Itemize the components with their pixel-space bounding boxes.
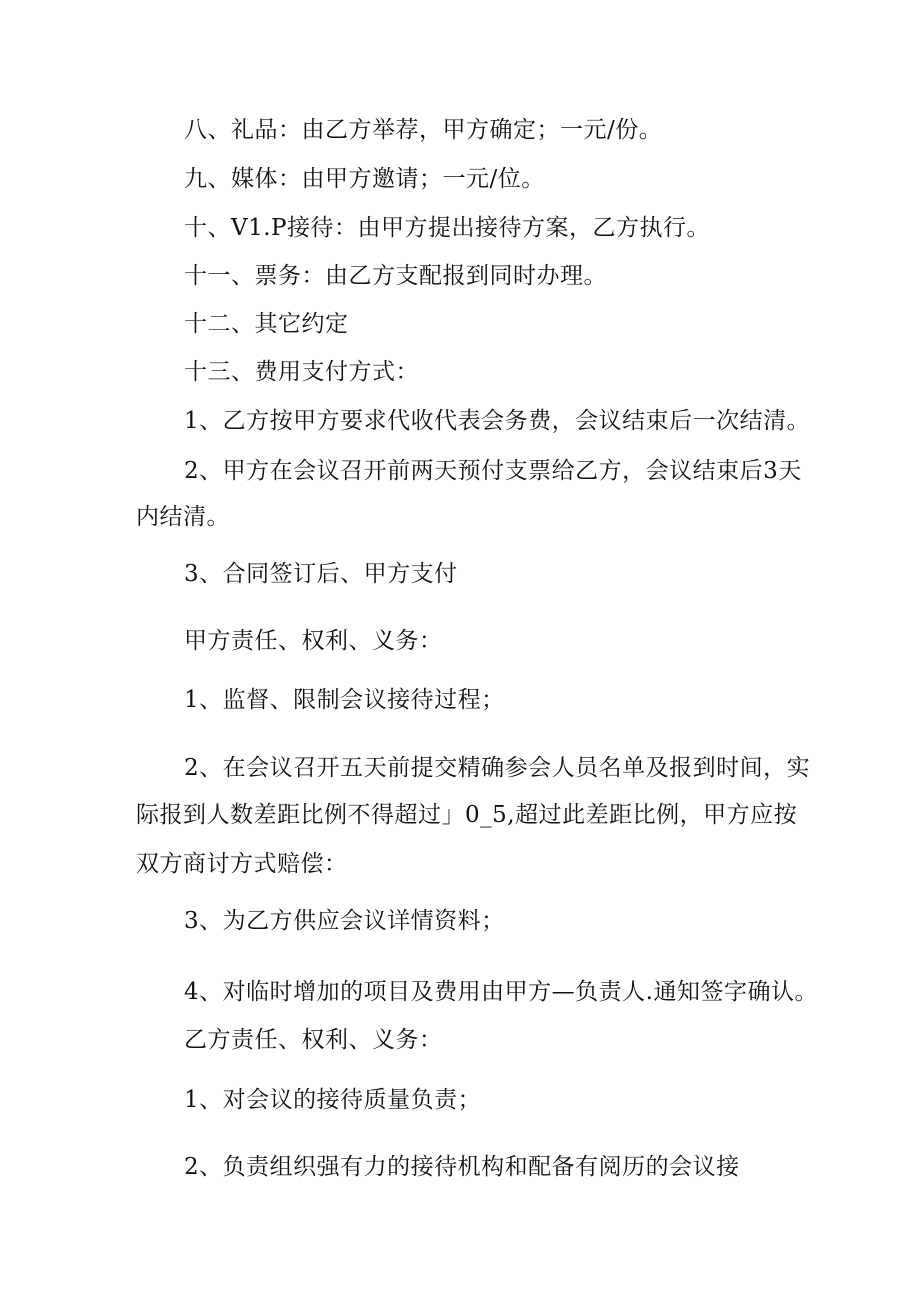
party-b-item-1: 1、对会议的接待质量负责；	[184, 1087, 482, 1113]
clause-11-ticketing: 十一、票务：由乙方支配报到同时办理。	[184, 263, 607, 289]
clause-9-media: 九、媒体：由甲方邀请；一元/位。	[184, 166, 545, 192]
party-a-heading: 甲方责任、权利、义务：	[184, 628, 443, 654]
clause-8-gifts: 八、礼品：由乙方举荐，甲方确定；一元/份。	[184, 117, 663, 143]
party-b-item-2: 2、负责组织强有力的接待机构和配备有阅历的会议接	[184, 1154, 740, 1180]
payment-item-2-continued: 内结清。	[136, 504, 230, 530]
party-a-item-4: 4、对临时增加的项目及费用由甲方—负责人.通知签字确认。	[184, 979, 818, 1005]
clause-13-payment-heading: 十三、费用支付方式：	[184, 359, 419, 385]
party-a-item-2-continued: 际报到人数差距比例不得超过」0_5,超过此差距比例，甲方应按	[136, 802, 798, 828]
clause-10-vip-reception: 十、V1.P接待：由甲方提出接待方案，乙方执行。	[184, 215, 711, 241]
payment-item-1: 1、乙方按甲方要求代收代表会务费，会议结束后一次结清。	[184, 408, 811, 434]
payment-item-2: 2、甲方在会议召开前两天预付支票给乙方，会议结束后3天	[184, 458, 802, 484]
party-a-item-1: 1、监督、限制会议接待过程；	[184, 687, 505, 713]
party-a-item-3: 3、为乙方供应会议详情资料；	[184, 908, 505, 934]
party-b-heading: 乙方责任、权利、义务：	[184, 1027, 443, 1053]
payment-item-3: 3、合同签订后、甲方支付	[184, 561, 458, 587]
party-a-item-2: 2、在会议召开五天前提交精确参会人员名单及报到时间，实	[184, 755, 811, 781]
party-a-item-2-end: 双方商讨方式赔偿：	[136, 851, 348, 877]
clause-12-other: 十二、其它约定	[184, 311, 349, 337]
